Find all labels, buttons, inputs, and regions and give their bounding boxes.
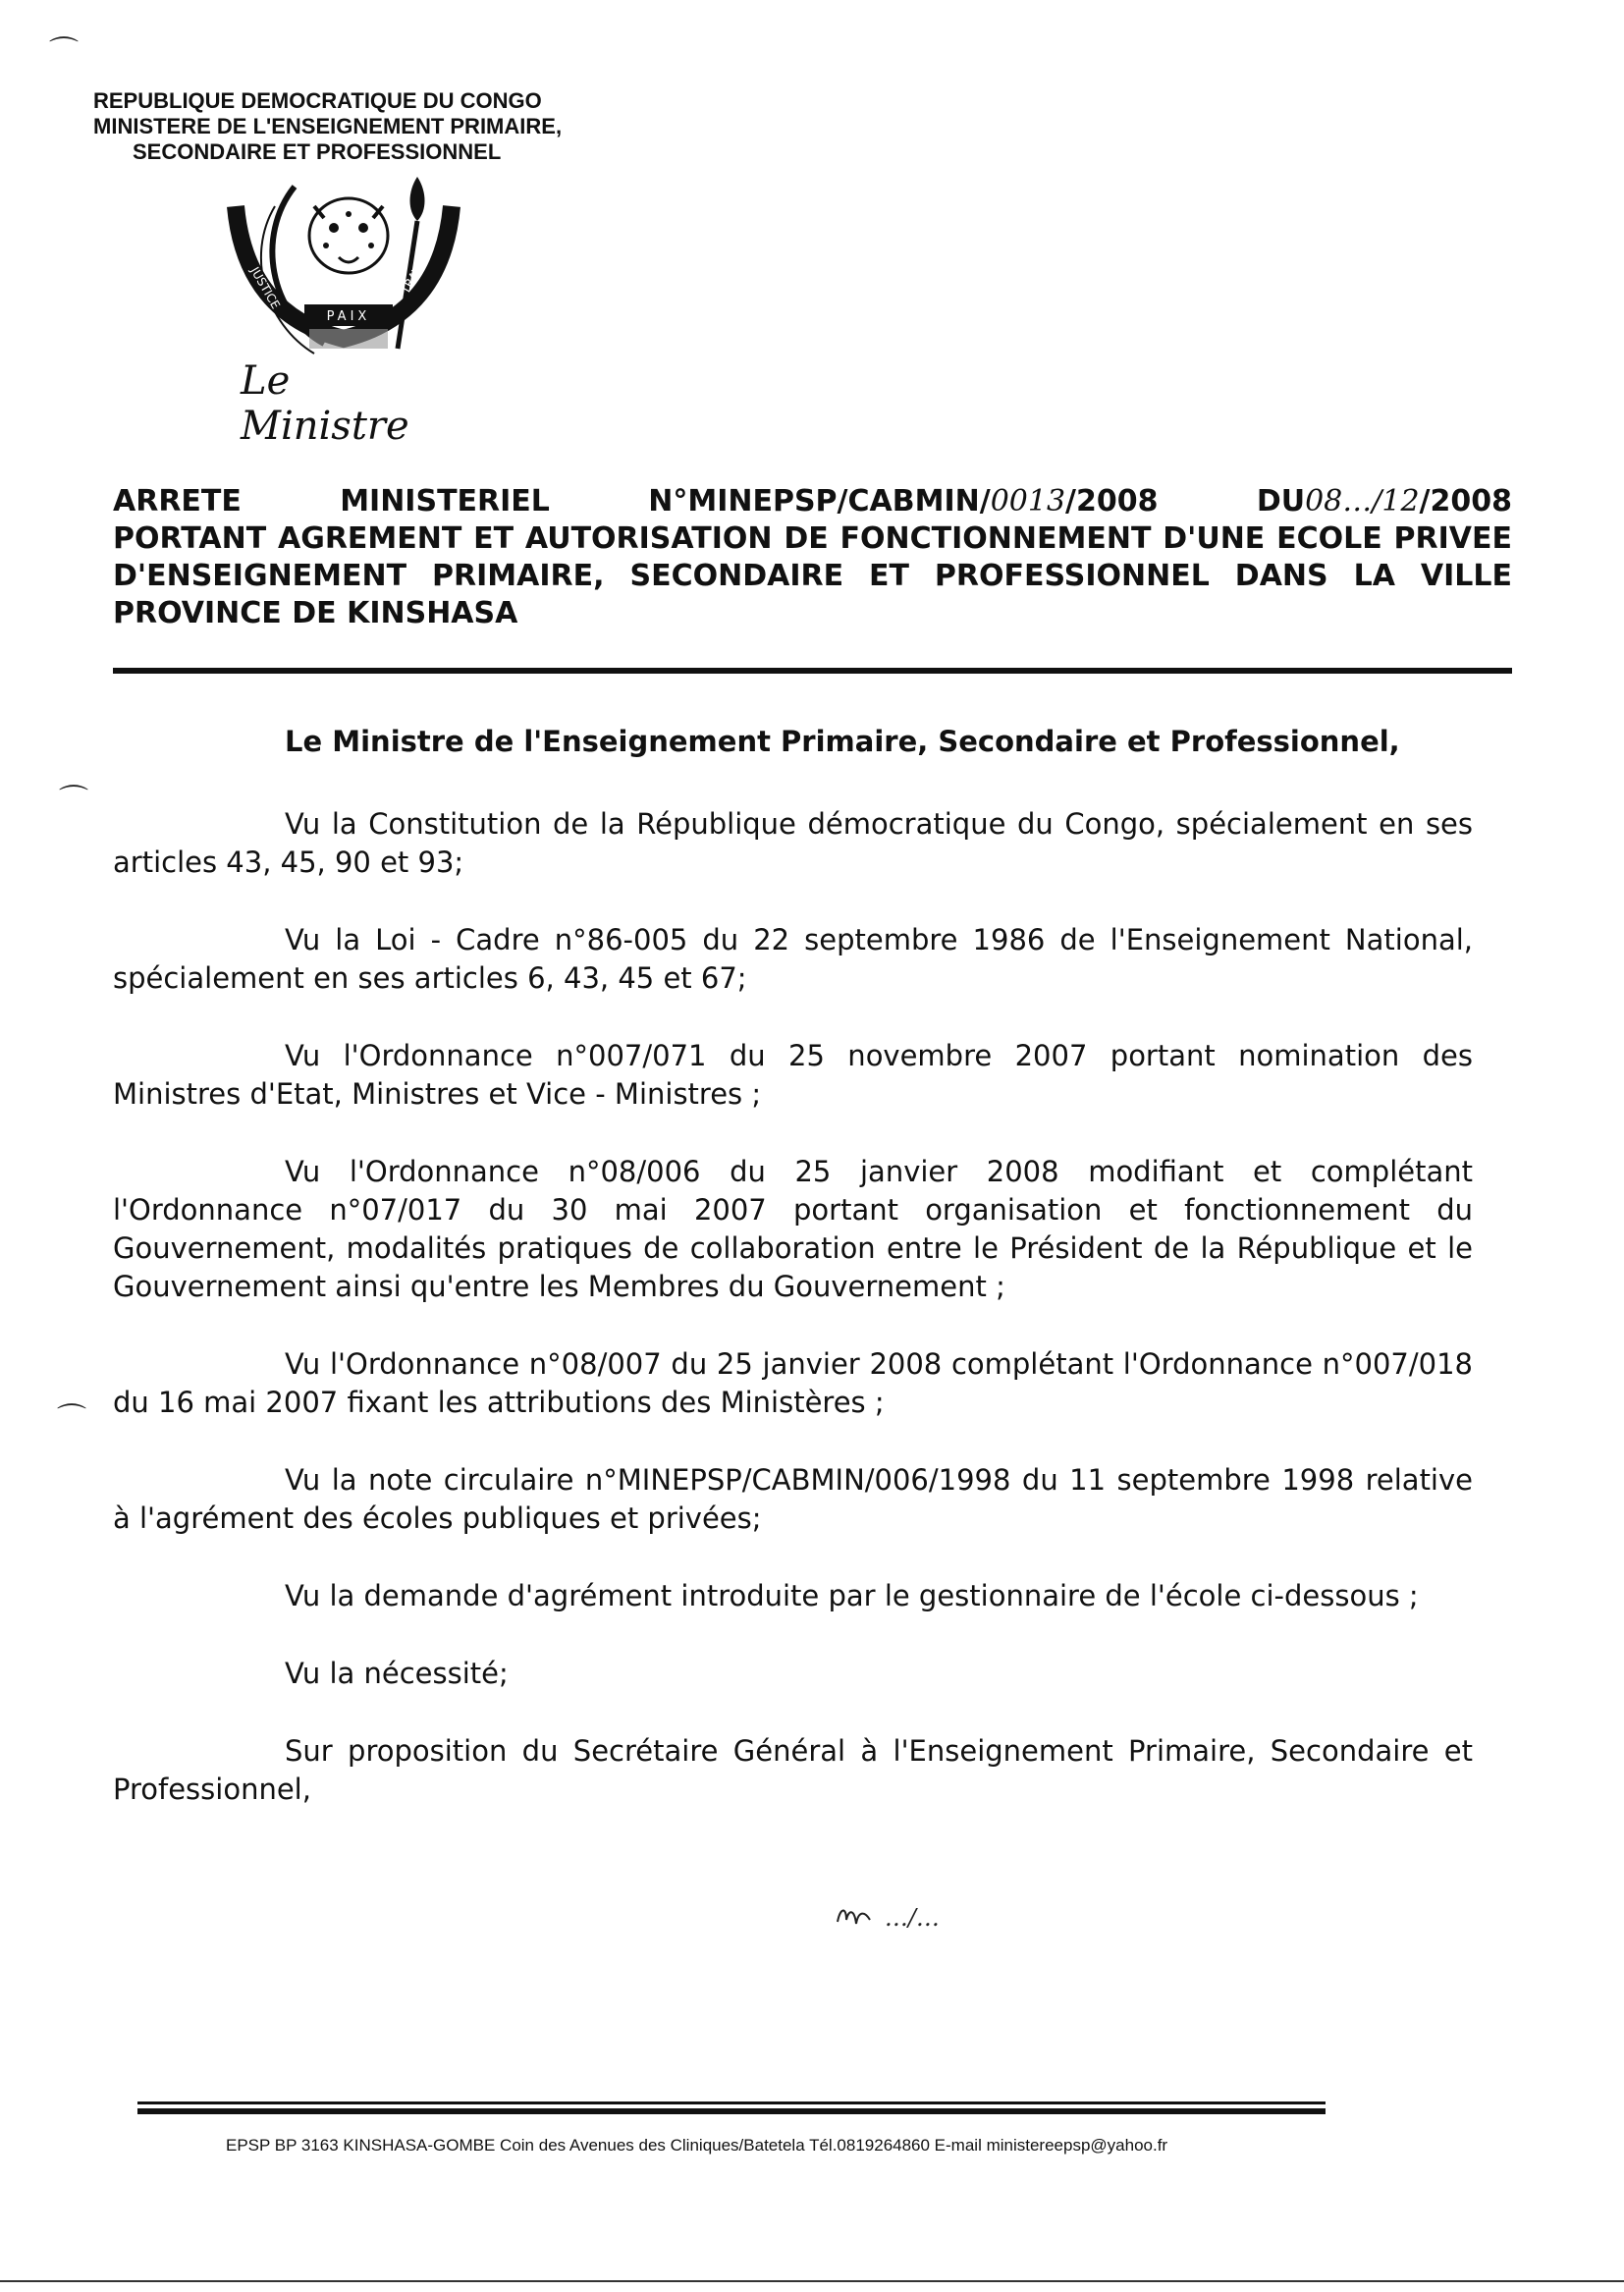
considerant-paragraph: Vu l'Ordonnance n°08/006 du 25 janvier 2008 modifiant et complétant l'Ordonnance n°07/017 du 30 mai 2007 portant organisation et fonctionnement du Gouvernement, modalités pratiques de collaboration entre le Président de la République et le Gouvernement ainsi qu'entre les Membres du Gouvernement ; bbox=[113, 1155, 1473, 1303]
coat-of-arms-emblem bbox=[216, 167, 471, 363]
letterhead-country: REPUBLIQUE DEMOCRATIQUE DU CONGO bbox=[93, 88, 542, 113]
title-word-ministeriel: MINISTERIEL bbox=[340, 484, 550, 518]
considerant-paragraph: Sur proposition du Secrétaire Général à l'Enseignement Primaire, Secondaire et Professionnel, bbox=[113, 1734, 1473, 1806]
scan-mark: ⌒ bbox=[59, 784, 88, 818]
title-divider bbox=[113, 668, 1512, 674]
decree-title bbox=[113, 483, 1512, 632]
footer-divider-thick bbox=[137, 2108, 1326, 2114]
initials-signature-icon bbox=[835, 1902, 874, 1932]
letterhead-ministry: MINISTERE DE L'ENSEIGNEMENT PRIMAIRE, bbox=[93, 114, 563, 138]
scan-mark: ⌒ bbox=[49, 35, 79, 70]
reference-handwritten-number: 0013 bbox=[990, 484, 1066, 518]
date-handwritten: 08…/12 bbox=[1305, 484, 1420, 518]
considerant-paragraph: Vu l'Ordonnance n°08/007 du 25 janvier 2008 complétant l'Ordonnance n°007/018 du 16 mai 2007 fixant les attributions des Ministères ; bbox=[113, 1347, 1473, 1419]
considerant-paragraph: Vu l'Ordonnance n°007/071 du 25 novembre 2007 portant nomination des Ministres d'Etat, Ministres et Vice - Ministres ; bbox=[113, 1039, 1473, 1111]
minister-caption: Le Ministre bbox=[241, 358, 409, 449]
reference-prefix: N°MINEPSP/CABMIN/ bbox=[648, 484, 991, 518]
considerant-paragraph: Vu la demande d'agrément introduite par le gestionnaire de l'école ci-dessous ; bbox=[285, 1579, 1419, 1612]
title-word-arrete: ARRETE bbox=[113, 484, 242, 518]
considerant-paragraph: Vu la nécessité; bbox=[285, 1657, 509, 1690]
decree-body bbox=[113, 805, 1473, 1848]
letterhead-ministry-cont: SECONDAIRE ET PROFESSIONNEL bbox=[133, 139, 502, 164]
considerant-paragraph: Vu la Loi - Cadre n°86-005 du 22 septembre 1986 de l'Enseignement National, spécialement en ses articles 6, 43, 45 et 67; bbox=[113, 923, 1473, 995]
emblem-motto-paix: PAIX bbox=[326, 309, 371, 324]
decree-reference bbox=[648, 483, 1158, 520]
considerant-paragraph: Vu la note circulaire n°MINEPSP/CABMIN/006/1998 du 11 septembre 1998 relative à l'agrément des écoles publiques et privées; bbox=[113, 1463, 1473, 1535]
minister-intro: Le Ministre de l'Enseignement Primaire, Secondaire et Professionnel, bbox=[285, 725, 1400, 758]
emblem-motto-justice: JUSTICE bbox=[247, 264, 283, 312]
scan-mark: ⌒ bbox=[57, 1402, 86, 1437]
scan-bottom-edge bbox=[0, 2280, 1624, 2282]
reference-year: /2008 bbox=[1065, 484, 1159, 518]
emblem-motto-travail: TRAVAIL bbox=[398, 247, 434, 297]
letterhead bbox=[93, 88, 682, 165]
footer-divider-thin bbox=[137, 2101, 1326, 2104]
decree-title-subject: PORTANT AGREMENT ET AUTORISATION DE FONCTIONNEMENT D'UNE ECOLE PRIVEE D'ENSEIGNEMENT PRIMAIRE, SECONDAIRE ET PROFESSIONNEL DANS LA VILLE PROVINCE DE KINSHASA bbox=[113, 521, 1512, 630]
date-prefix: DU bbox=[1256, 484, 1306, 518]
decree-date bbox=[1257, 483, 1512, 520]
continuation-mark bbox=[835, 1895, 940, 1935]
continuation-text: …/… bbox=[884, 1904, 940, 1932]
footer-address: EPSP BP 3163 KINSHASA-GOMBE Coin des Avenues des Cliniques/Batetela Tél.0819264860 E-mail ministereepsp@yahoo.fr bbox=[226, 2136, 1168, 2155]
date-year: /2008 bbox=[1419, 484, 1512, 518]
considerant-paragraph: Vu la Constitution de la République démocratique du Congo, spécialement en ses articles 43, 45, 90 et 93; bbox=[113, 807, 1473, 879]
decree-title-line1 bbox=[113, 483, 1512, 520]
